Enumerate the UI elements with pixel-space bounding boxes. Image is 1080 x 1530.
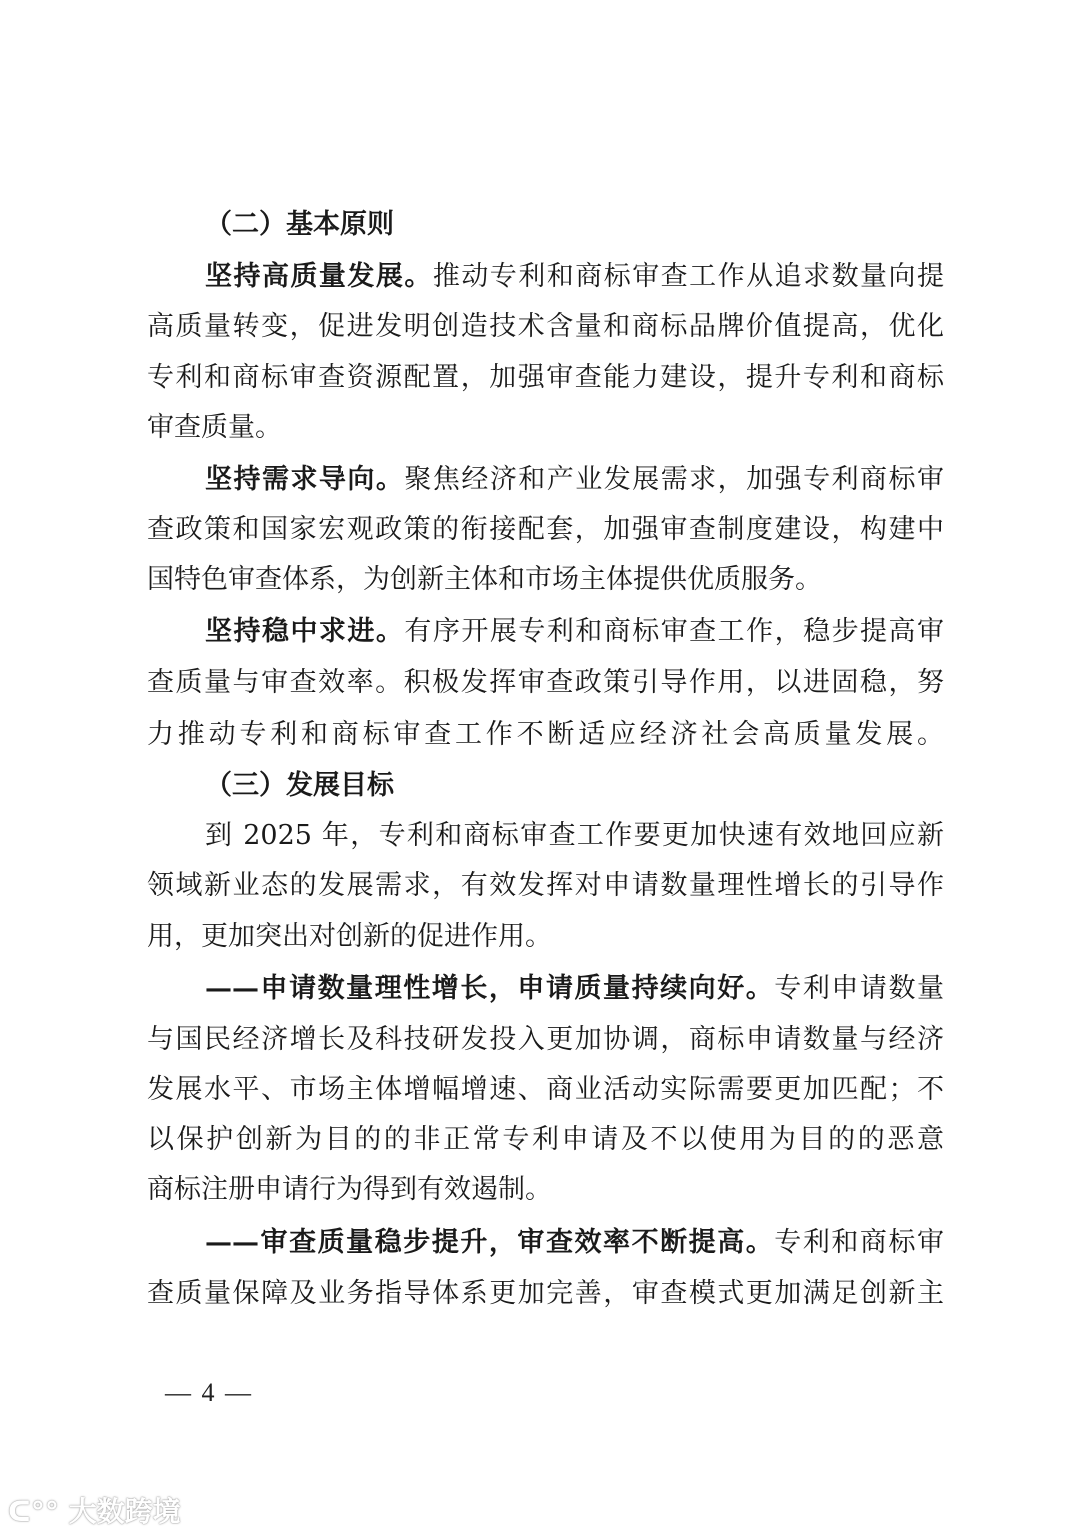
text-line	[205, 257, 944, 297]
text-line	[147, 1274, 944, 1314]
line-text: 国特色审查体系，为创新主体和市场主体提供优质服务。	[147, 564, 822, 595]
line-text: 力推动专利和商标审查工作不断适应经济社会高质量发展。	[147, 719, 944, 750]
page-number: — 4 —	[165, 1378, 253, 1407]
line-text: 审查质量。	[147, 412, 282, 443]
line-text: 有序开展专利和商标审查工作，稳步提高审	[404, 616, 945, 647]
text-line	[147, 866, 944, 906]
line-text: （三）发展目标	[205, 770, 394, 801]
section-heading	[205, 205, 394, 245]
text-line	[205, 816, 944, 856]
line-text: 以保护创新为目的的非正常专利申请及不以使用为目的的恶意	[147, 1124, 944, 1155]
text-line	[147, 715, 944, 755]
line-text: 用，更加突出对创新的促进作用。	[147, 921, 552, 952]
section-heading	[205, 766, 394, 806]
line-text: 查政策和国家宏观政策的衔接配套，加强审查制度建设，构建中	[147, 514, 944, 545]
line-text: 商标注册申请行为得到有效遏制。	[147, 1174, 552, 1205]
text-line	[147, 1120, 944, 1160]
line-text: 发展水平、市场主体增幅增速、商业活动实际需要更加匹配；不	[147, 1074, 944, 1105]
text-line	[147, 307, 944, 347]
text-line	[147, 510, 944, 550]
bold-lead: 坚持需求导向。	[205, 464, 405, 495]
bold-lead: 坚持稳中求进。	[205, 616, 405, 647]
line-text: 到 2025 年，专利和商标审查工作要更加快速有效地回应新	[205, 820, 944, 851]
line-text: 专利和商标审查资源配置，加强审查能力建设，提升专利和商标	[147, 362, 944, 393]
text-line	[205, 612, 944, 652]
line-text: 聚焦经济和产业发展需求，加强专利商标审	[404, 464, 945, 495]
line-text: 查质量保障及业务指导体系更加完善，审查模式更加满足创新主	[147, 1278, 944, 1309]
text-line	[147, 1070, 944, 1110]
text-line	[147, 408, 944, 448]
line-text: 专利申请数量	[774, 973, 945, 1004]
line-text: （二）基本原则	[205, 209, 394, 240]
text-line	[147, 1170, 944, 1210]
bold-lead: ——申请数量理性增长，申请质量持续向好。	[205, 973, 775, 1004]
bold-lead: 坚持高质量发展。	[205, 261, 433, 292]
bold-lead: ——审查质量稳步提升，审查效率不断提高。	[205, 1227, 775, 1258]
watermark-text: 大数跨境	[68, 1495, 181, 1528]
line-text: 领域新业态的发展需求，有效发挥对申请数量理性增长的引导作	[147, 870, 944, 901]
text-line	[147, 663, 944, 703]
line-text: 专利和商标审	[774, 1227, 945, 1258]
line-text: 推动专利和商标审查工作从追求数量向提	[432, 261, 945, 292]
text-line	[205, 969, 944, 1009]
line-text: 与国民经济增长及科技研发投入更加协调，商标申请数量与经济	[147, 1024, 944, 1055]
text-line	[147, 358, 944, 398]
watermark-logo: ᑕ°° 大数跨境	[8, 1495, 181, 1528]
line-text: 高质量转变，促进发明创造技术含量和商标品牌价值提高，优化	[147, 311, 944, 342]
text-line	[205, 1223, 944, 1263]
text-line	[205, 460, 944, 500]
text-line	[147, 1020, 944, 1060]
text-line	[147, 560, 944, 600]
line-text: 查质量与审查效率。积极发挥审查政策引导作用，以进固稳，努	[147, 667, 944, 698]
text-line	[147, 917, 944, 957]
